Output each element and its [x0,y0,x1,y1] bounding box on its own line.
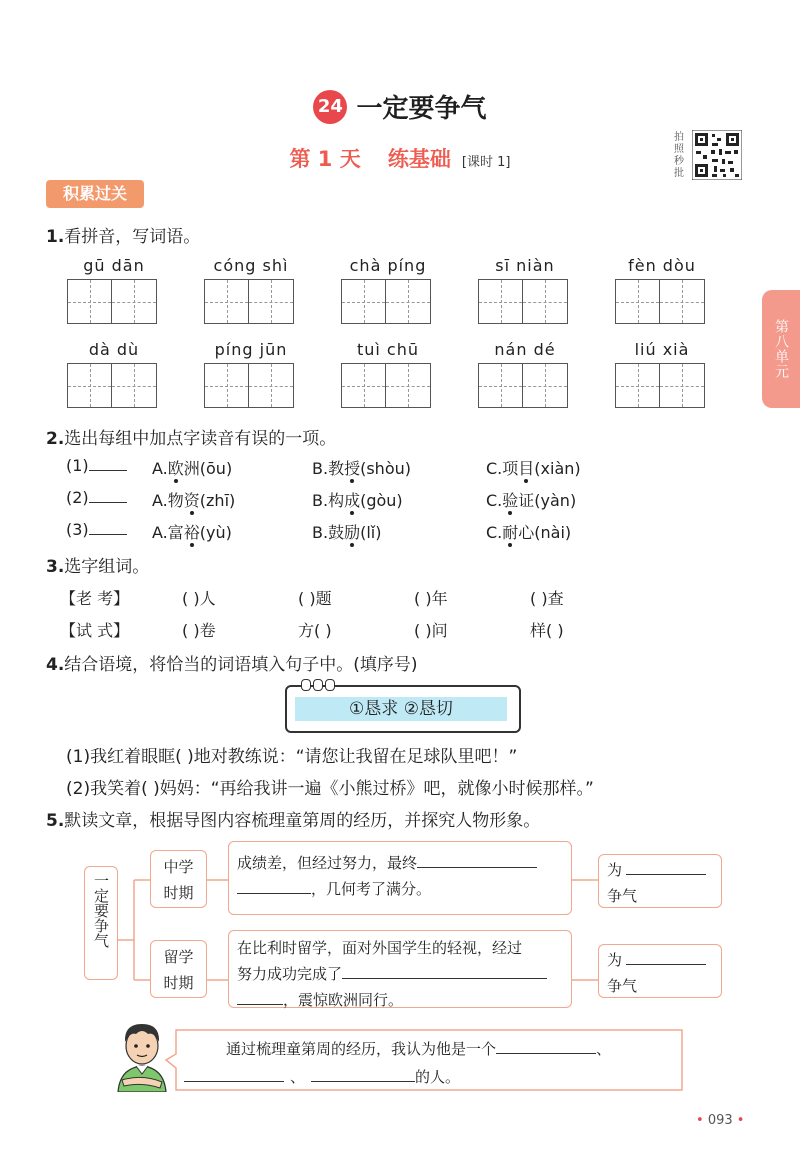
answer-blank[interactable] [626,874,706,875]
writing-grid[interactable] [615,363,709,408]
pinyin-item [203,256,299,324]
q2-option-a[interactable] [152,520,232,543]
pinyin-text: liú xià [634,340,690,359]
lesson-title: 一定要争气 [356,94,487,124]
q4-sentence-1[interactable]: (1)我红着眼眶( )地对教练说：“请您让我留在足球队里吧！” [66,747,518,767]
q2-option-c[interactable] [486,520,571,543]
q3-row-label: 【老 考】 [60,589,130,608]
experience-text-part: ，震惊欧洲同行。 [283,991,404,1009]
goal-text-part: 争气 [607,977,638,995]
answer-blank[interactable] [342,978,547,979]
experience-text-part: 成绩差，但经过努力，最终 [237,854,418,872]
dotted-char: 授 [344,459,361,478]
option-text: (gòu) [360,491,403,510]
writing-grid[interactable] [478,279,572,324]
page-number: • 093 • [696,1113,745,1128]
option-text: (zhī) [199,491,236,510]
option-text: A.富 [152,523,184,542]
option-text: 心(nài) [518,523,572,542]
pinyin-text: fèn dòu [628,256,696,275]
q3-item[interactable]: ( )卷 [182,621,216,640]
goal-box-2 [598,944,722,998]
period-box-middle-school [150,850,207,908]
question-4 [46,650,418,675]
question-number: 2. [46,429,65,449]
question-1 [46,222,200,247]
dotted-char: 目 [518,459,535,478]
answer-blank[interactable] [311,1081,415,1082]
writing-grid[interactable] [341,363,435,408]
question-2 [46,424,336,449]
option-text: A. [152,459,168,478]
answer-blank[interactable] [89,470,127,471]
question-number: 3. [46,557,65,577]
dotted-char: 资 [183,491,200,510]
pinyin-text: cóng shì [213,256,289,275]
option-text: (lǐ) [360,523,382,542]
experience-text [229,931,571,1013]
experience-text-part: 在比利时留学，面对外国学生的轻视，经过 [237,939,523,957]
option-text: (xiàn) [534,459,581,478]
q2-option-c[interactable] [486,488,576,511]
answer-blank[interactable] [626,964,706,965]
q2-option-b[interactable] [312,456,411,479]
pinyin-item [340,340,436,408]
q4-sentence-2[interactable]: (2)我笑着( )妈妈：“再给我讲一遍《小熊过桥》吧，就像小时候那样。” [66,779,594,799]
mind-map-root [84,866,118,980]
pinyin-text: sī niàn [495,256,555,275]
writing-grid[interactable] [341,279,435,324]
option-text: C. [486,491,503,510]
option-text: A.物 [152,491,184,510]
q3-row-label: 【试 式】 [60,621,130,640]
q3-item[interactable]: ( )问 [414,621,448,640]
mind-map-root-label: 一定要争气 [92,873,110,948]
option-text: C. [486,523,503,542]
writing-grid[interactable] [204,279,298,324]
word-bank-card [285,685,521,733]
unit-side-tab: 第八单元 [762,290,800,408]
answer-blank[interactable] [237,1004,283,1005]
dotted-char: 裕 [183,523,200,542]
summary-text: 、 [596,1040,612,1058]
qr-code-icon[interactable] [692,130,742,180]
dotted-char: 成 [344,491,361,510]
question-number: 4. [46,655,65,675]
answer-blank[interactable] [184,1081,284,1082]
day-name: 练基础 [387,147,451,171]
q3-item[interactable]: ( )年 [414,589,448,608]
pinyin-text: píng jūn [214,340,288,359]
writing-grid[interactable] [204,363,298,408]
question-3 [46,552,149,577]
question-text: 默读文章，根据导图内容梳理童第周的经历，并探究人物形象。 [64,811,541,831]
q2-option-b[interactable] [312,520,381,543]
page-number-text: 093 [707,1113,733,1128]
q3-item[interactable]: ( )人 [182,589,216,608]
qr-caption: 拍照秒批 [674,132,684,179]
binder-ring-icon [313,679,323,691]
option-text: 洲(ōu) [183,459,233,478]
summary-text: 的人。 [415,1068,461,1086]
day-label: 第 1 天 [289,147,361,171]
goal-text [599,855,721,909]
pinyin-item [203,340,299,408]
q3-item[interactable]: 样( ) [530,621,564,640]
pinyin-item [340,256,436,324]
goal-text [599,945,721,999]
lesson-header [0,88,800,125]
q2-row [66,488,127,507]
period-label: 中学时期 [163,858,194,902]
question-number: 1. [46,227,65,247]
option-text: B.构 [312,491,345,510]
writing-grid[interactable] [67,279,161,324]
q2-option-b[interactable] [312,488,403,511]
option-text: B.教 [312,459,345,478]
pinyin-item [614,340,710,408]
answer-blank[interactable] [89,502,127,503]
question-text: 选出每组中加点字读音有误的一项。 [64,429,337,449]
writing-grid[interactable] [615,279,709,324]
experience-text-part: 努力成功完成了 [237,965,343,983]
q3-item[interactable]: 方( ) [298,621,332,640]
dotted-char: 耐 [502,523,519,542]
q2-option-a[interactable] [152,488,235,511]
period-label: 留学时期 [163,948,194,992]
pinyin-text: tuì chū [356,340,420,359]
question-text: 看拼音，写词语。 [64,227,201,247]
summary-line-1 [226,1036,611,1062]
lesson-number-badge: 24 [313,90,347,124]
goal-text-part: 为 [607,861,623,879]
question-5 [46,806,540,831]
answer-blank[interactable] [237,893,311,894]
goal-text-part: 为 [607,951,623,969]
answer-blank[interactable] [417,867,537,868]
option-text: 证(yàn) [518,491,577,510]
q2-option-a[interactable] [152,456,232,479]
option-text: C.项 [486,459,519,478]
summary-text: 通过梳理童第周的经历，我认为他是一个 [226,1040,497,1058]
pinyin-text: dà dù [88,340,140,359]
q2-row-label: (1) [66,456,89,475]
q3-item[interactable]: ( )题 [298,589,332,608]
experience-box-1 [228,841,572,915]
pinyin-text: chà píng [349,256,427,275]
day-sub: [课时 1] [461,155,511,170]
question-number: 5. [46,811,65,831]
binder-ring-icon [301,679,311,691]
experience-box-2 [228,930,572,1008]
pinyin-item [66,256,162,324]
writing-grid[interactable] [478,363,572,408]
q2-row-label: (3) [66,520,89,539]
dotted-char: 验 [502,491,519,510]
pinyin-text: nán dé [494,340,556,359]
question-text: 结合语境，将恰当的词语填入句子中。(填序号) [64,655,418,675]
q2-row [66,520,127,539]
experience-text-part: ，几何考了满分。 [311,880,432,898]
pinyin-item [477,340,573,408]
dotted-char: 欧 [167,459,184,478]
goal-text-part: 争气 [607,887,638,905]
q3-item[interactable]: ( )查 [530,589,564,608]
pinyin-item [66,340,162,408]
dotted-char: 励 [344,523,361,542]
section-tag: 积累过关 [46,180,144,208]
q2-row-label: (2) [66,488,89,507]
writing-grid[interactable] [67,363,161,408]
pinyin-item [477,256,573,324]
answer-blank[interactable] [89,534,127,535]
option-text: B.鼓 [312,523,345,542]
pinyin-text: gū dān [83,256,145,275]
binder-ring-icon [325,679,335,691]
answer-blank[interactable] [496,1053,596,1054]
experience-text [229,842,571,902]
option-text: (yù) [199,523,232,542]
word-bank-text: ①恳求 ②恳切 [295,697,507,721]
option-text: (shòu) [360,459,411,478]
pinyin-item [614,256,710,324]
summary-line-2 [184,1064,460,1090]
summary-text: 、 [290,1068,306,1086]
goal-box-1 [598,854,722,908]
q2-option-c[interactable] [486,456,581,479]
question-text: 选字组词。 [64,557,150,577]
q2-row [66,456,127,475]
period-box-study-abroad [150,940,207,998]
